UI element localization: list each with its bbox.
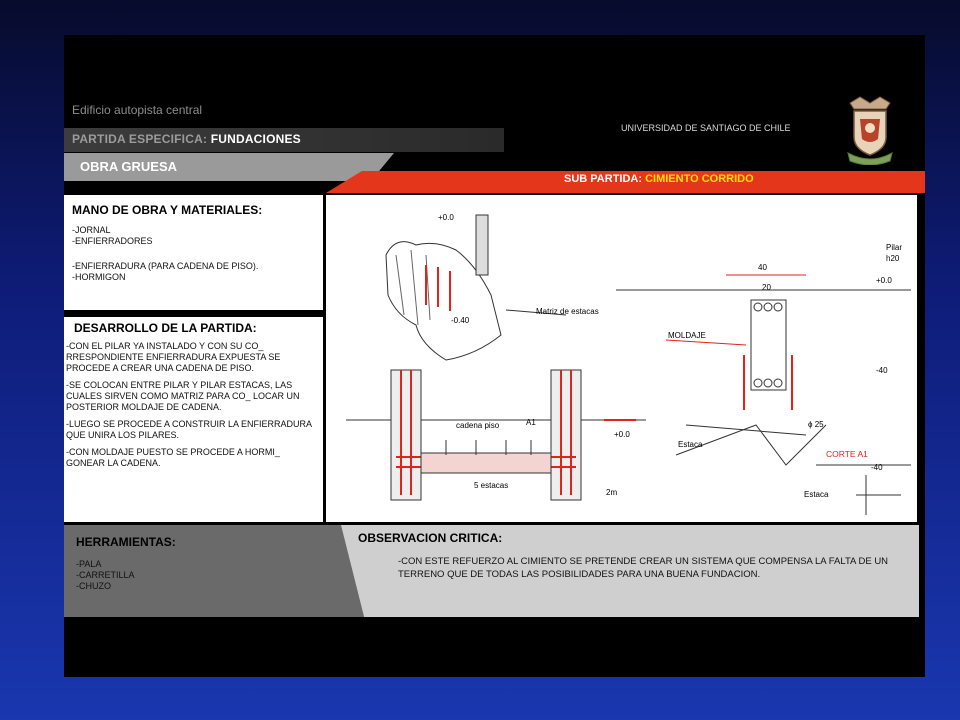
sketch-label: MOLDAJE — [668, 331, 706, 340]
desarrollo-heading: DESARROLLO DE LA PARTIDA: — [74, 321, 257, 335]
sketch-label: ϕ 25 — [808, 420, 824, 429]
sketch-label: 5 estacas — [474, 481, 509, 490]
sub-partida-heading — [564, 173, 754, 185]
partida-value: FUNDACIONES — [210, 132, 301, 146]
sketch-label: h20 — [886, 254, 900, 263]
sketch-label: 20 — [762, 283, 771, 292]
sketch-label: +0.0 — [614, 430, 630, 439]
list-item: -CARRETILLA — [76, 570, 135, 580]
partida-heading — [72, 132, 301, 146]
mano-obra-list — [72, 225, 258, 283]
section-sketch — [616, 275, 911, 515]
slide — [64, 35, 925, 677]
herramientas-list — [76, 559, 135, 592]
sketch-label: -40 — [871, 463, 883, 472]
sketch-label: +0.0 — [438, 213, 454, 222]
sketch-label: -0.40 — [451, 316, 470, 325]
university-name: UNIVERSIDAD DE SANTIAGO DE CHILE — [621, 123, 791, 133]
observacion-heading: OBSERVACION CRITICA: — [358, 531, 503, 545]
desarrollo-paragraph: -LUEGO SE PROCEDE A CONSTRUIR LA ENFIERRADURA QUE UNIRA LOS PILARES. — [66, 419, 312, 440]
list-item: -ENFIERRADURA (PARA CADENA DE PISO). — [72, 261, 259, 271]
sketch-label: 2m — [606, 488, 618, 497]
sketch-panel — [326, 195, 917, 522]
list-item: -ENFIERRADORES — [72, 236, 153, 246]
sketch-label: CORTE A1 — [826, 449, 868, 459]
sketch-label: Estaca — [804, 490, 829, 499]
construction-sketch — [326, 195, 917, 522]
university-logo — [844, 95, 896, 165]
sketch-label: -40 — [876, 366, 888, 375]
list-item: -JORNAL — [72, 225, 111, 235]
desarrollo-paragraph: -CON MOLDAJE PUESTO SE PROCEDE A HORMI_ GONEAR LA CADENA. — [66, 447, 280, 468]
sketch-label: cadena piso — [456, 421, 500, 430]
list-item: -CHUZO — [76, 581, 111, 591]
sketch-label: Matriz de estacas — [536, 307, 599, 316]
observacion-text: -CON ESTE REFUERZO AL CIMIENTO SE PRETENDE CREAR UN SISTEMA QUE COMPENSA LA FALTA DE UN TERRENO QUE DE TODAS LAS POSIBILIDADES PARA UNA BUENA FUNDACION. — [398, 556, 889, 580]
sketch-label: Pilar — [886, 243, 903, 252]
desarrollo-panel — [64, 317, 323, 522]
sub-partida-value: CIMIENTO CORRIDO — [645, 173, 754, 185]
desarrollo-paragraph: -SE COLOCAN ENTRE PILAR Y PILAR ESTACAS, LAS CUALES SIRVEN COMO MATRIZ PARA CO_ LOCAR UN POSTERIOR MOLDAJE DE CADENA. — [66, 380, 300, 412]
mano-obra-panel — [64, 195, 323, 310]
mano-obra-heading: MANO DE OBRA Y MATERIALES: — [72, 203, 263, 217]
sketch-label: A1 — [526, 418, 536, 427]
herramientas-heading: HERRAMIENTAS: — [76, 535, 176, 549]
sketch-label: +0.0 — [876, 276, 892, 285]
obra-heading: OBRA GRUESA — [80, 159, 178, 174]
project-title: Edificio autopista central — [72, 103, 203, 117]
desarrollo-paragraph: -CON EL PILAR YA INSTALADO Y CON SU CO_ RRESPONDIENTE ENFIERRADURA EXPUESTA SE PROCEDE A CREAR UNA CADENA DE PISO. — [66, 341, 281, 373]
list-item: -PALA — [76, 559, 102, 569]
desarrollo-text — [66, 341, 318, 475]
sub-partida-prefix: SUB PARTIDA: — [564, 173, 643, 185]
list-item: -HORMIGON — [72, 272, 126, 282]
excavation-sketch — [386, 215, 566, 360]
sketch-label: Estaca — [678, 440, 703, 449]
partida-prefix: PARTIDA ESPECIFICA: — [72, 132, 208, 146]
sketch-label: 40 — [758, 263, 767, 272]
